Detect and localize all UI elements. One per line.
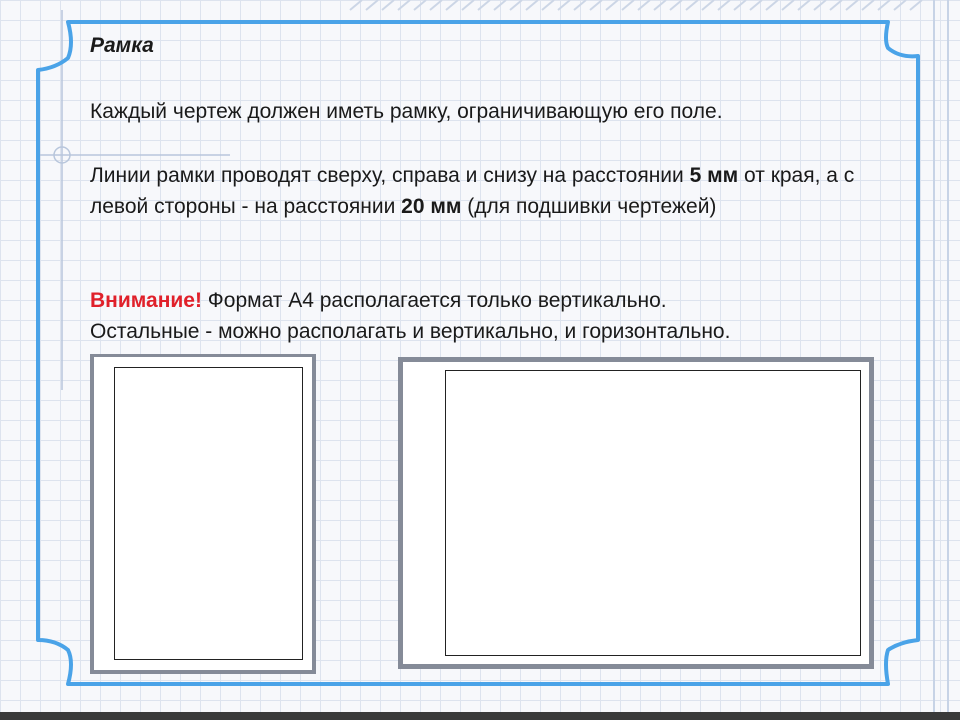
paragraph-frame-distances <box>90 160 890 222</box>
distance-5mm: 5 мм <box>689 164 739 187</box>
distance-20mm: 20 мм <box>401 195 462 218</box>
portrait-sheet-illustration <box>90 354 316 674</box>
warning-line-2: Остальные - можно располагать и вертикально, и горизонтально. <box>90 320 731 343</box>
warning-line-1: Формат А4 располагается только вертикально. <box>201 289 667 312</box>
paragraph-frame-requirement: Каждый чертеж должен иметь рамку, ограничивающую его поле. <box>90 100 723 123</box>
bottom-strip <box>0 712 960 720</box>
slide-title: Рамка <box>90 34 154 57</box>
landscape-sheet-illustration <box>398 357 874 669</box>
distances-text-3: (для подшивки чертежей) <box>461 195 717 218</box>
distances-text-2: от края, а с левой стороны - на расстоянии <box>90 164 855 218</box>
distances-text-1: Линии рамки проводят сверху, справа и снизу на расстоянии <box>90 164 690 187</box>
corner-hatch-icon <box>350 0 922 10</box>
paragraph-warning <box>90 285 890 347</box>
warning-label: Внимание! <box>90 289 202 312</box>
portrait-inner-frame <box>114 367 303 660</box>
landscape-inner-frame <box>445 370 861 656</box>
